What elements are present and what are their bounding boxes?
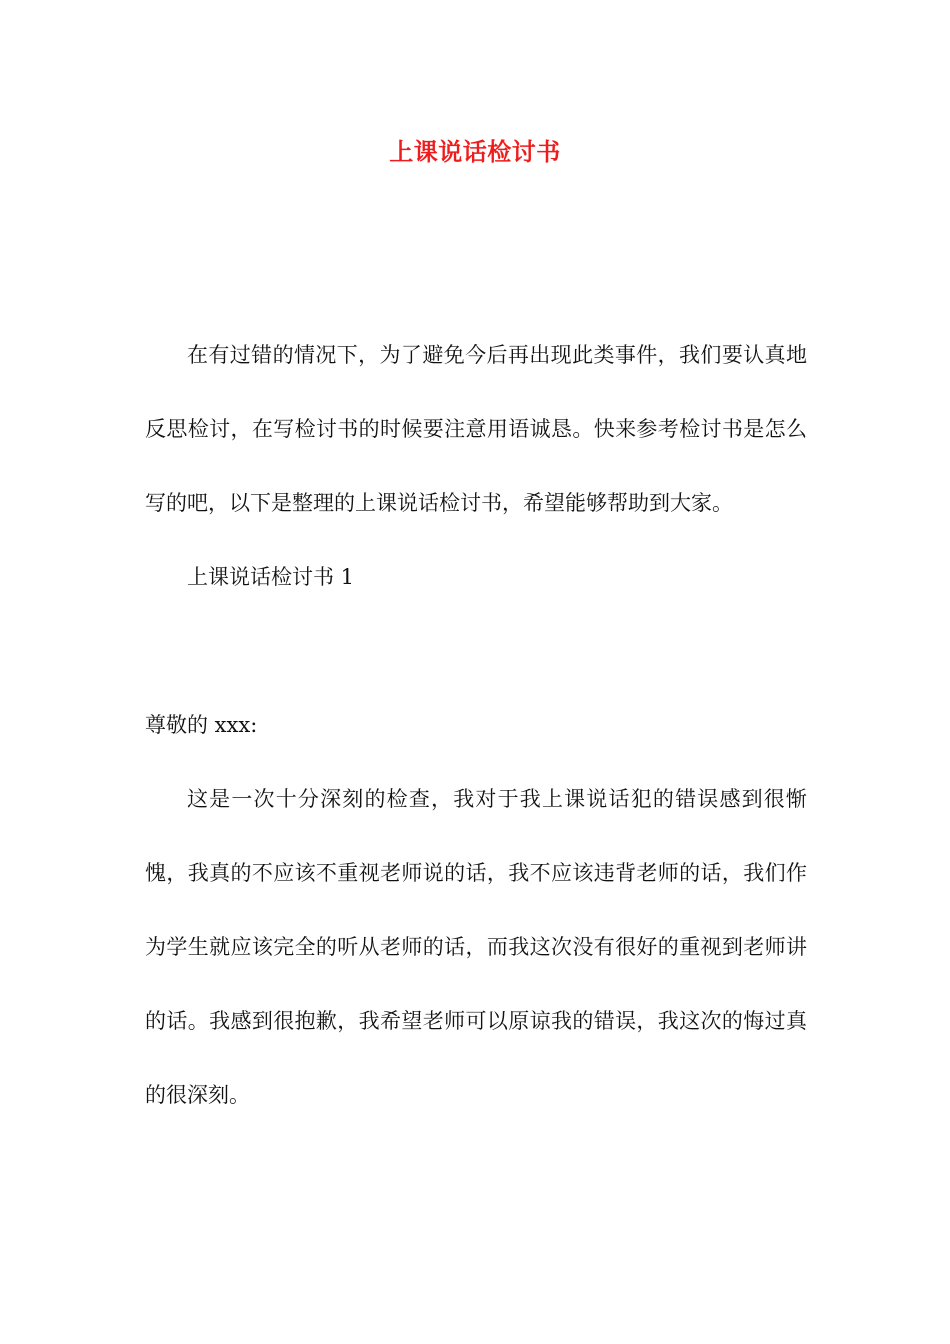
section-heading: 上课说话检讨书 1 — [187, 565, 355, 589]
blank-line — [145, 614, 807, 688]
intro-paragraph: 在有过错的情况下，为了避免今后再出现此类事件，我们要认真地反思检讨，在写检讨书的时候要注意用语诚恳。快来参考检讨书是怎么写的吧，以下是整理的上课说话检讨书，希望能够帮助到大家。 — [145, 343, 807, 515]
body-paragraph-1: 这是一次十分深刻的检查，我对于我上课说话犯的错误感到很惭愧，我真的不应该不重视老师说的话，我不应该违背老师的话，我们作为学生就应该完全的听从老师的话，而我这次没有很好的重视到老师讲的话。我感到很抱歉，我希望老师可以原谅我的错误，我这次的悔过真的很深刻。 — [145, 787, 807, 1107]
document-title: 上课说话检讨书 — [389, 137, 561, 166]
salutation: 尊敬的 xxx: — [145, 713, 258, 737]
document-body — [145, 318, 807, 1132]
